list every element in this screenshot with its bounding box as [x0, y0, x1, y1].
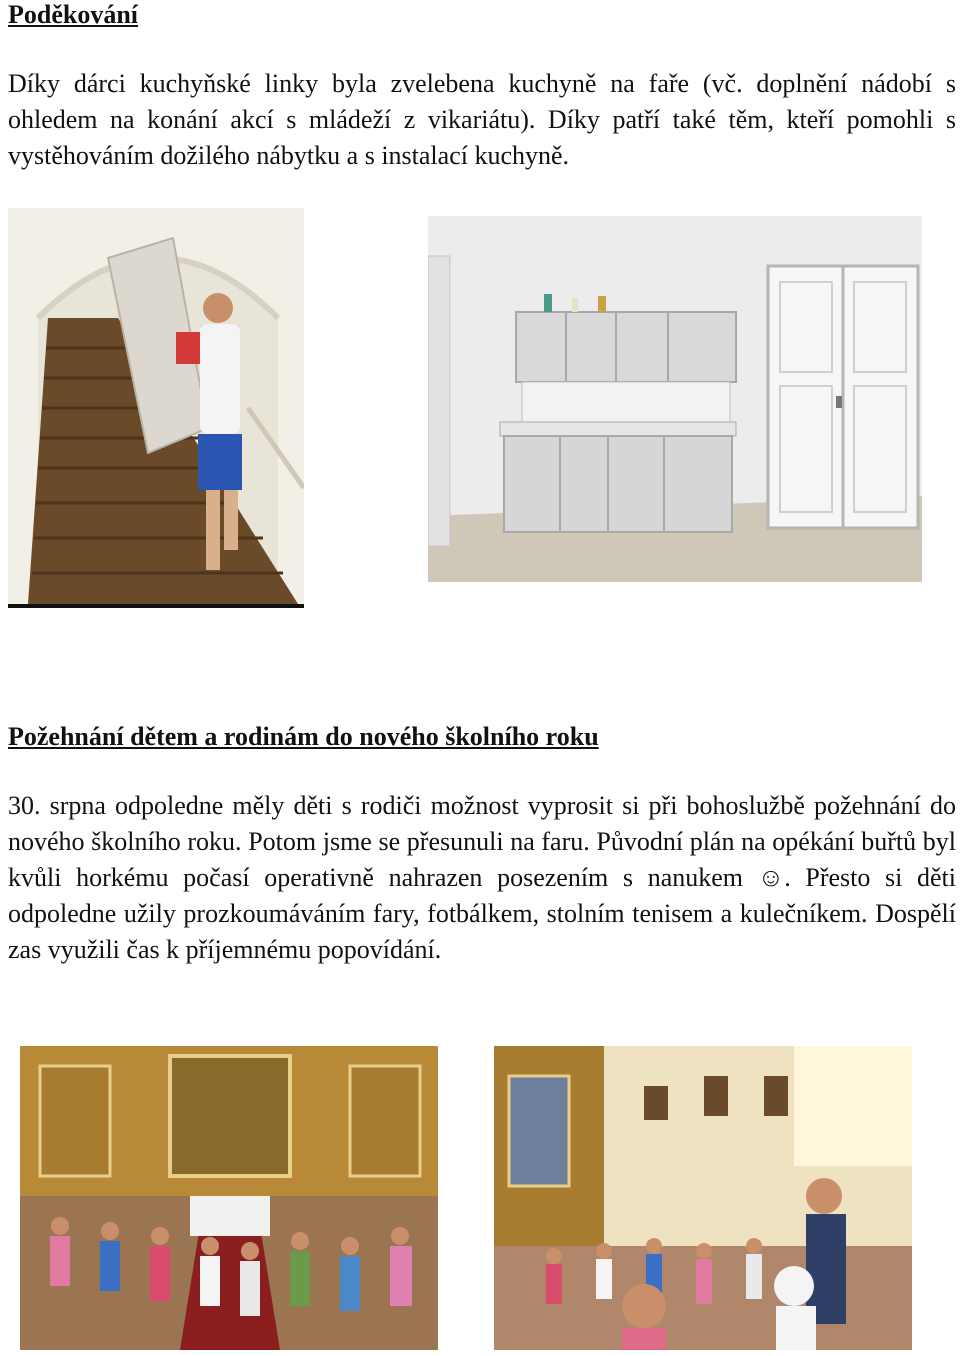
- smiley-icon: ☺: [757, 863, 785, 892]
- blessing-paragraph: [8, 788, 956, 968]
- kitchen-photo: [428, 216, 922, 582]
- section-heading-blessing: Požehnání dětem a rodinám do nového školního roku: [8, 722, 599, 751]
- church-photo-left: [20, 1046, 438, 1350]
- thanks-paragraph: Díky dárci kuchyňské linky byla zvelebena kuchyně na faře (vč. doplnění nádobí s ohledem na konání akcí s mládeží z vikariátu). Díky patří také těm, kteří pomohli s vystěhováním dožilého nábytku a s instalací kuchyně.: [8, 69, 956, 170]
- photo-bottom-rule: [8, 604, 304, 608]
- section-heading-thanks: Poděkování: [8, 0, 139, 29]
- blessing-text-part1: 30. srpna odpoledne měly děti s rodiči možnost vyprosit si při bohoslužbě požehnání do nového školního roku. Potom jsme se přesunuli na faru. Původní plán na opékání buřtů byl kvůli horkému počasí operativně nahrazen posezením s nanukem: [8, 791, 956, 892]
- church-photo-right: [494, 1046, 912, 1350]
- stairs-photo: [8, 208, 304, 604]
- blessing-text-part2: . Přesto si děti odpoledne užily prozkoumáváním fary, fotbálkem, stolním tenisem a kulečníkem. Dospělí zas využili čas k příjemnému popovídání.: [8, 863, 956, 964]
